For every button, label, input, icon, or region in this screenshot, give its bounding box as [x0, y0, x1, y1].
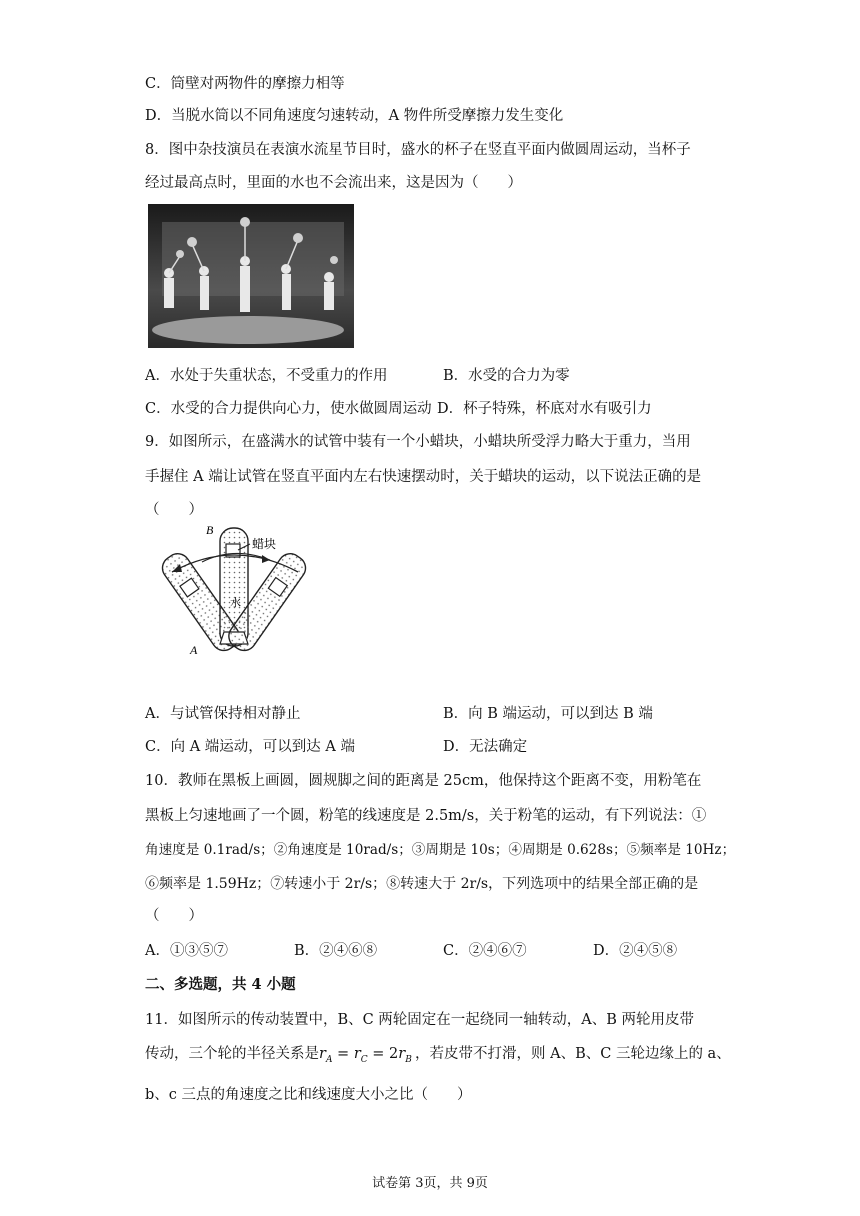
- question-9-line2: 手握住 A 端让试管在竖直平面内左右快速摆动时，关于蜡块的运动，以下说法正确的是: [145, 469, 702, 485]
- label-wax: 蜡块: [252, 537, 277, 551]
- question-8-line1: 8．图中杂技演员在表演水流星节目时，盛水的杯子在竖直平面内做圆周运动，当杯子: [145, 142, 691, 158]
- question-10-line2: 黑板上匀速地画了一个圆，粉笔的线速度是 2.5m/s，关于粉笔的运动，有下列说法：①: [145, 808, 707, 824]
- option-8d: D．杯子特殊，杯底对水有吸引力: [437, 401, 652, 417]
- q11-line2-prefix: 传动，三个轮的半径关系是: [145, 1046, 319, 1062]
- question-10-line1: 10．教师在黑板上画圆，圆规脚之间的距离是 25cm，他保持这个距离不变，用粉笔在: [145, 773, 702, 789]
- option-10b: B．②④⑥⑧: [294, 943, 378, 959]
- question-9-line1: 9．如图所示，在盛满水的试管中装有一个小蜡块，小蜡块所受浮力略大于重力，当用: [145, 434, 691, 450]
- section-2-heading: 二、多选题，共 4 小题: [145, 976, 296, 993]
- option-d-spin: D．当脱水筒以不同角速度匀速转动，A 物件所受摩擦力发生变化: [145, 108, 564, 124]
- page-footer: 试卷第 3页，共 9页: [372, 1176, 488, 1191]
- question-9-line3: （ ）: [145, 502, 203, 518]
- option-8b: B．水受的合力为零: [443, 368, 570, 384]
- question-11-line3: b、c 三点的角速度之比和线速度大小之比（ ）: [145, 1087, 472, 1103]
- radius-equation: $r_A = r_C = 2r_B$: [319, 1046, 412, 1065]
- test-tube-figure: [142, 520, 334, 660]
- option-9c: C．向 A 端运动，可以到达 A 端: [145, 739, 355, 755]
- question-10-line3: 角速度是 0.1rad/s；②角速度是 10rad/s；③周期是 10s；④周期是 0.628s；⑤频率是 10Hz；: [145, 842, 736, 858]
- option-9b: B．向 B 端运动，可以到达 B 端: [443, 706, 653, 722]
- option-10c: C．②④⑥⑦: [443, 943, 527, 959]
- q11-line2-suffix: ，若皮带不打滑，则 A、B、C 三轮边缘上的 a、: [415, 1046, 731, 1062]
- option-8a: A．水处于失重状态，不受重力的作用: [145, 368, 388, 384]
- question-10-line5: （ ）: [145, 908, 203, 924]
- option-9d: D．无法确定: [443, 739, 528, 755]
- question-11-line2: [145, 1044, 731, 1070]
- question-11-line1: 11．如图所示的传动装置中，B、C 两轮固定在一起绕同一轴转动，A、B 两轮用皮带: [145, 1012, 695, 1028]
- label-a: A: [190, 643, 198, 657]
- question-8-line2: 经过最高点时，里面的水也不会流出来，这是因为（ ）: [145, 175, 522, 191]
- option-8c-partial: C．筒壁对两物件的摩擦力相等: [145, 76, 345, 92]
- label-b: B: [206, 523, 214, 537]
- question-10-line4: ⑥频率是 1.59Hz；⑦转速小于 2r/s；⑧转速大于 2r/s，下列选项中的结果全部正确的是: [145, 876, 699, 892]
- option-9a: A．与试管保持相对静止: [145, 706, 301, 722]
- water-meteor-photo: [148, 204, 354, 348]
- option-8c: C．水受的合力提供向心力，使水做圆周运动: [145, 401, 432, 417]
- option-10a: A．①③⑤⑦: [145, 943, 228, 959]
- option-10d: D．②④⑤⑧: [593, 943, 678, 959]
- label-water: 水: [230, 596, 241, 609]
